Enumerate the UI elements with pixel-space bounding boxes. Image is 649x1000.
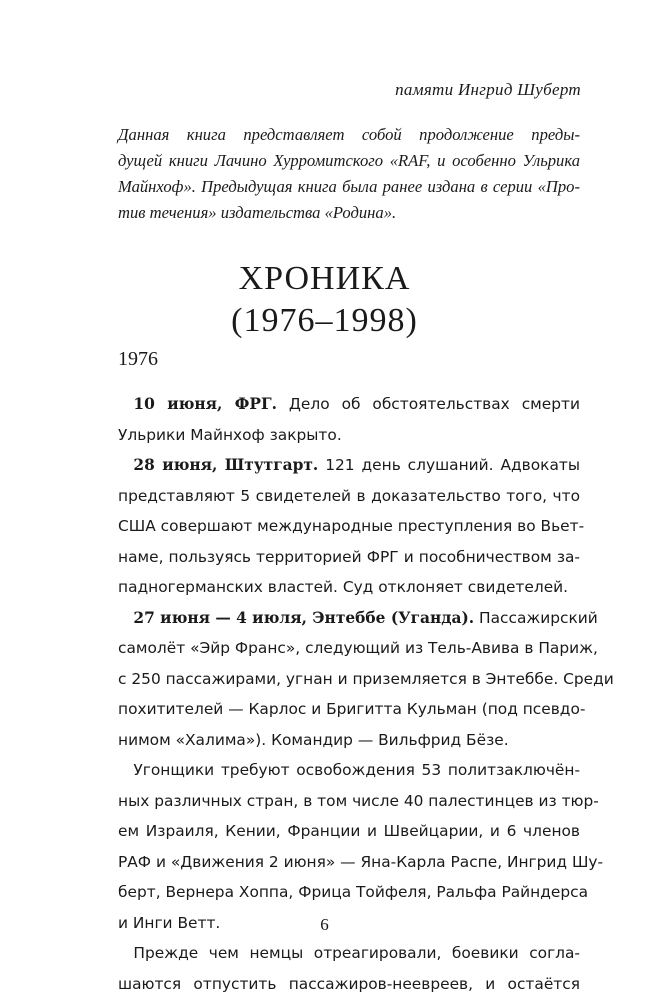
text-line: наме, пользуясь территорией ФРГ и пособничеством за- — [118, 547, 580, 566]
page-number: 6 — [320, 915, 329, 934]
note-line: Майнхоф». Предыдущая книга была ранее издана в серии «Про- — [118, 177, 580, 196]
text-line: США совершают международные преступления во Вьет- — [118, 517, 585, 535]
entry-date: 10 июня, ФРГ. — [133, 395, 277, 413]
text-line: РАФ и «Движения 2 июня» — Яна-Карла Распе, Ингрид Шу- — [118, 852, 604, 871]
text-line: похитителей — Карлос и Бригитта Кульман (под псевдо- — [118, 700, 586, 718]
text-line: Угонщики требуют освобождения 53 политзаключён- — [133, 761, 580, 779]
preface-note — [118, 122, 580, 226]
note-line: дущей книги Лачино Хурромитского «RAF, и особенно Ульрика — [118, 151, 580, 170]
dedication: памяти Ингрид Шуберт — [395, 80, 581, 99]
entry-date: 27 июня — 4 июля, Энтеббе (Уганда). — [133, 608, 475, 627]
chronicle-text — [118, 389, 614, 999]
text-line: Прежде чем немцы отреагировали, боевики согла- — [133, 944, 580, 962]
entry-date: 28 июня, Штутгарт. — [133, 456, 319, 474]
text-line: ных различных стран, в том числе 40 палестинцев из тюр- — [118, 791, 599, 810]
note-line: тив течения» издательства «Родина». — [118, 203, 397, 222]
text-line: 27 июня — 4 июля, Энтеббе (Уганда). Пассажирский — [133, 608, 598, 627]
chapter-subtitle: (1976–1998) — [231, 302, 418, 339]
text-line: шаются отпустить пассажиров-неевреев, и остаётся — [118, 974, 580, 993]
text-line: нимом «Халима»). Командир — Вильфрид Бёзе. — [118, 730, 509, 749]
text-line: самолёт «Эйр Франс», следующий из Тель-Авива в Париж, — [118, 639, 598, 657]
text-line: Ульрики Майнхоф закрыто. — [118, 425, 342, 444]
text-line: падногерманских властей. Суд отклоняет свидетелей. — [118, 578, 569, 596]
text-line: ем Израиля, Кении, Франции и Швейцарии, и 6 членов — [118, 822, 580, 840]
text-line: 28 июня, Штутгарт. 121 день слушаний. Адвокаты — [133, 456, 580, 474]
text-line: берт, Вернера Хоппа, Фрица Тойфеля, Ральфа Райндерса — [118, 883, 589, 901]
note-line: Данная книга представляет собой продолжение преды- — [118, 125, 580, 144]
text-line: 10 июня, ФРГ. Дело об обстоятельствах смерти — [133, 395, 580, 413]
year-heading: 1976 — [118, 348, 158, 370]
text-line: с 250 пассажирами, угнан и приземляется в Энтеббе. Среди — [118, 669, 614, 688]
text-line: представляют 5 свидетелей в доказательство того, что — [118, 486, 580, 505]
chapter-title: ХРОНИКА — [238, 260, 411, 297]
text-line: и Инги Ветт. — [118, 913, 221, 932]
